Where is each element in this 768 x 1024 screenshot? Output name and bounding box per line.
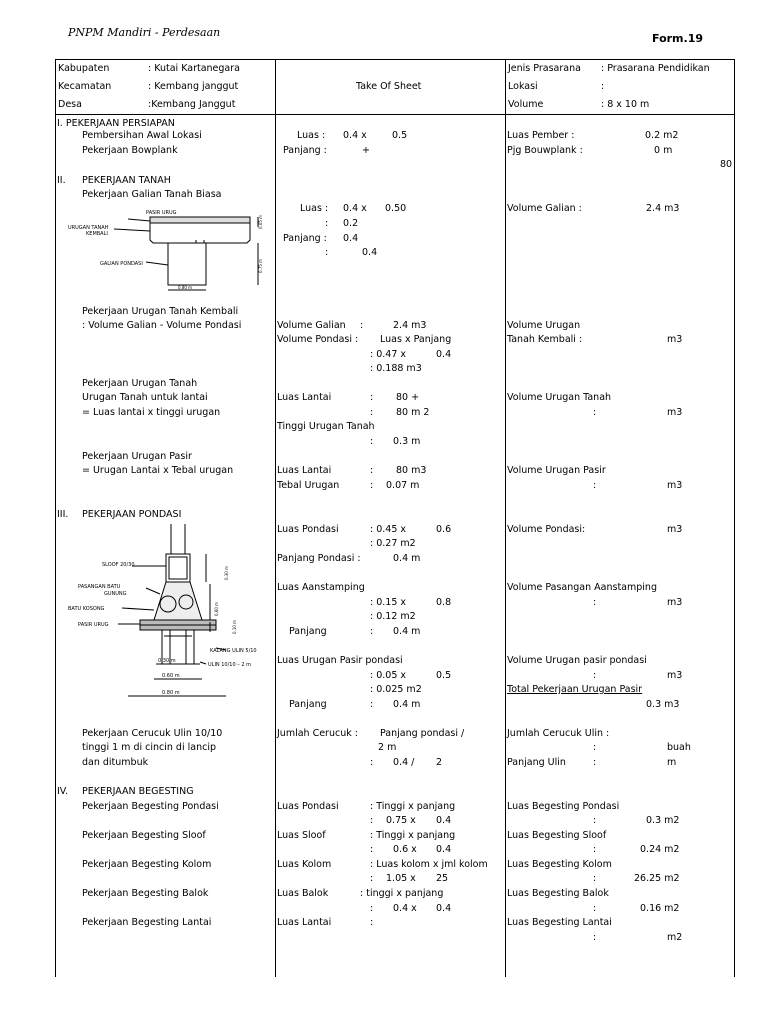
sheet-line: : — [370, 757, 374, 768]
sheet-line: : 0.025 m2 — [370, 684, 422, 695]
sheet-line: 0.16 m2 — [640, 903, 680, 914]
sheet-line: 0.4 x — [343, 130, 367, 141]
sheet-line: Panjang Pondasi : — [277, 553, 361, 564]
sheet-line: Panjang : — [283, 145, 327, 156]
sheet-line: : — [593, 670, 597, 681]
sheet-line: : — [593, 815, 597, 826]
sheet-line: Urugan Tanah untuk lantai — [82, 392, 208, 403]
sheet-line: 0.4 — [362, 247, 378, 258]
header-bottom-border — [55, 114, 735, 115]
sheet-line: 2.4 m3 — [646, 203, 680, 214]
sheet-line: Luas Begesting Kolom — [507, 859, 612, 870]
sheet-line: : — [370, 465, 374, 476]
lokasi-label: Lokasi — [508, 81, 538, 92]
sheet-line: 0.5 — [436, 670, 452, 681]
sheet-line: Luas Urugan Pasir pondasi — [277, 655, 403, 666]
sheet-line: : 0.188 m3 — [370, 363, 422, 374]
pasir-urug-label-2: PASIR URUG — [78, 622, 109, 628]
sheet-line: : — [593, 480, 597, 491]
sheet-line: 0.4 x — [343, 203, 367, 214]
sheet-line: 0.4 — [436, 844, 452, 855]
sheet-line: 0.6 — [436, 524, 452, 535]
sheet-line: 2.4 m3 — [393, 320, 427, 331]
sheet-line: 0.6 x — [393, 844, 417, 855]
form-number: Form.19 — [652, 32, 703, 45]
sheet-line: 0.4 / — [393, 757, 415, 768]
sheet-line: : — [370, 815, 374, 826]
sheet-line: Panjang — [289, 626, 327, 637]
sheet-line: : — [325, 247, 329, 258]
sheet-line: Tinggi Urugan Tanah — [277, 421, 375, 432]
sheet-line: 25 — [436, 873, 449, 884]
sheet-line: m3 — [667, 524, 683, 535]
sheet-line: 0.3 m2 — [646, 815, 680, 826]
sheet-line: 0 m — [654, 145, 673, 156]
kabupaten-label: Kabupaten — [58, 63, 110, 74]
kecamatan-value: : Kembang janggut — [148, 81, 239, 92]
sheet-line: : — [370, 844, 374, 855]
sheet-line: Tebal Urugan — [277, 480, 340, 491]
sheet-line: Luas Pondasi — [277, 801, 339, 812]
sheet-line: Pembersihan Awal Lokasi — [82, 130, 202, 141]
sheet-line: : — [593, 873, 597, 884]
sheet-line: Volume Urugan Tanah — [507, 392, 612, 403]
sheet-line: : — [593, 597, 597, 608]
sheet-line: Pekerjaan Urugan Tanah — [82, 378, 198, 389]
sheet-line: Volume Pondasi: — [507, 524, 586, 535]
sheet-line: Pekerjaan Urugan Tanah Kembali — [82, 306, 239, 317]
sheet-line: II. — [57, 175, 66, 186]
sheet-line: Volume Urugan Pasir — [507, 465, 606, 476]
sheet-line: 0.4 — [436, 903, 452, 914]
sheet-line: 2 — [436, 757, 443, 768]
volume-label: Volume — [508, 99, 544, 110]
sheet-line: Pekerjaan Bowplank — [82, 145, 178, 156]
sheet-line: 2 m — [378, 742, 397, 753]
sheet-line: PEKERJAAN TANAH — [82, 175, 171, 186]
desa-value: :Kembang Janggut — [148, 99, 236, 110]
sheet-line: : Tinggi x panjang — [370, 801, 456, 812]
sheet-line: dan ditumbuk — [82, 757, 149, 768]
sheet-line: : — [370, 480, 374, 491]
table-left-border — [55, 59, 56, 977]
sheet-line: : 0.27 m2 — [370, 538, 416, 549]
sheet-line: 0.4 m — [393, 626, 421, 637]
sheet-line: Luas Kolom — [277, 859, 332, 870]
pasangan-label-1: PASANGAN BATU — [78, 584, 121, 590]
sheet-line: 0.4 m — [393, 553, 421, 564]
sheet-line: Jumlah Cerucuk Ulin : — [507, 728, 610, 739]
table-right-border — [734, 59, 735, 977]
sheet-line: m3 — [667, 597, 683, 608]
sheet-line: Pjg Bouwplank : — [507, 145, 583, 156]
sheet-line: 0.2 m2 — [645, 130, 679, 141]
sheet-line: 0.8 — [436, 597, 452, 608]
sheet-line: 0.4 — [436, 349, 452, 360]
dim-030v-label: 0.30 m — [224, 565, 229, 580]
sheet-line: : — [370, 917, 374, 928]
lokasi-value: : — [601, 81, 605, 92]
pasangan-label-2: GUNUNG — [104, 591, 127, 597]
sheet-line: Pekerjaan Begesting Kolom — [82, 859, 212, 870]
sheet-line: 0.3 m — [393, 436, 421, 447]
sheet-line: = Luas lantai x tinggi urugan — [82, 407, 221, 418]
dim-top-label: 0.05 m — [258, 214, 263, 229]
ulin-label: ULIN 10/10 – 2 m — [208, 662, 251, 668]
dim-060v-label: 0.60 m — [214, 601, 219, 616]
sheet-line: Pekerjaan Begesting Lantai — [82, 917, 212, 928]
dim-080-label: 0.80 m — [162, 690, 180, 696]
sheet-line: : 0.05 x — [370, 670, 407, 681]
desa-label: Desa — [58, 99, 82, 110]
sheet-line: Panjang : — [283, 233, 327, 244]
sheet-line: : — [370, 436, 374, 447]
kabupaten-value: : Kutai Kartanegara — [148, 63, 240, 74]
dim-010v-label: 0.10 m — [232, 619, 237, 634]
pasir-urug-label: PASIR URUG — [146, 210, 177, 216]
sheet-line: Panjang Ulin — [507, 757, 566, 768]
jenis-label: Jenis Prasarana — [508, 63, 581, 74]
sheet-line: m — [667, 757, 677, 768]
sheet-line: : 0.12 m2 — [370, 611, 416, 622]
sheet-line: IV. — [57, 786, 69, 797]
dim-030-label: 0.30 m — [158, 658, 176, 664]
sheet-line: : 0.15 x — [370, 597, 407, 608]
sheet-line: : Tinggi x panjang — [370, 830, 456, 841]
table-top-border — [55, 59, 735, 60]
sheet-line: : — [370, 407, 374, 418]
sheet-line: : 0.47 x — [370, 349, 407, 360]
sheet-line: 80 m3 — [396, 465, 427, 476]
sheet-line: 0.4 — [343, 233, 359, 244]
sheet-line: Volume Pasangan Aanstamping — [507, 582, 657, 593]
sheet-line: : — [593, 757, 597, 768]
sheet-line: Jumlah Cerucuk : — [277, 728, 358, 739]
sheet-line: : — [370, 392, 374, 403]
sheet-line: III. — [57, 509, 69, 520]
sheet-line: Volume Galian — [277, 320, 346, 331]
sheet-line: Tanah Kembali : — [507, 334, 583, 345]
sheet-line: : — [370, 699, 374, 710]
dim-mid-label: 0.75 m — [258, 258, 263, 273]
sheet-line: Luas Begesting Lantai — [507, 917, 612, 928]
sheet-line: buah — [667, 742, 691, 753]
sheet-line: Luas Lantai — [277, 465, 332, 476]
sheet-line: : — [360, 320, 364, 331]
sheet-line: : — [593, 742, 597, 753]
pondasi-diagram — [66, 524, 276, 704]
sheet-line: m3 — [667, 407, 683, 418]
sheet-line: 0.4 m — [393, 699, 421, 710]
urugan-label-1: URUGAN TANAH — [68, 225, 109, 231]
dim-bot-label: 0.80 m — [178, 285, 193, 290]
sheet-line: Luas Pember : — [507, 130, 575, 141]
sheet-line: Volume Pondasi : — [277, 334, 359, 345]
sheet-line: : tinggi x panjang — [360, 888, 444, 899]
sheet-line: : 0.45 x — [370, 524, 407, 535]
sheet-line: Luas x Panjang — [380, 334, 452, 345]
sheet-line: Pekerjaan Begesting Sloof — [82, 830, 206, 841]
sheet-line: Luas Pondasi — [277, 524, 339, 535]
column-divider-2 — [505, 59, 506, 977]
sheet-line: 0.4 x — [393, 903, 417, 914]
sheet-line: 80 m 2 — [396, 407, 430, 418]
batu-kosong-label: BATU KOSONG — [68, 606, 105, 612]
urugan-label-2: KEMBALI — [86, 231, 108, 237]
sheet-line: : — [593, 932, 597, 943]
sheet-line: : Volume Galian - Volume Pondasi — [82, 320, 242, 331]
sheet-line: 0.07 m — [386, 480, 420, 491]
galian-diagram — [66, 207, 276, 297]
sheet-line: 0.4 — [436, 815, 452, 826]
sheet-line: : — [593, 844, 597, 855]
column-divider-1 — [275, 59, 276, 977]
sheet-line: 0.5 — [392, 130, 408, 141]
dim-060-label: 0.60 m — [162, 673, 180, 679]
sheet-line: Pekerjaan Urugan Pasir — [82, 451, 192, 462]
sheet-line: Panjang — [289, 699, 327, 710]
sheet-line: + — [362, 145, 370, 156]
jenis-value: : Prasarana Pendidikan — [601, 63, 710, 74]
sheet-line: Panjang pondasi / — [380, 728, 465, 739]
sheet-line: Pekerjaan Galian Tanah Biasa — [82, 189, 222, 200]
sheet-line: Total Pekerjaan Urugan Pasir — [507, 684, 643, 695]
sheet-line: PEKERJAAN BEGESTING — [82, 786, 194, 797]
program-title: PNPM Mandiri - Perdesaan — [68, 26, 221, 39]
sheet-line: = Urugan Lantai x Tebal urugan — [82, 465, 234, 476]
sheet-line: Pekerjaan Cerucuk Ulin 10/10 — [82, 728, 223, 739]
sheet-line: m3 — [667, 334, 683, 345]
sheet-line: : — [593, 903, 597, 914]
sheet-line: Luas : — [297, 130, 326, 141]
sheet-line: : — [593, 407, 597, 418]
volume-value: : 8 x 10 m — [601, 99, 650, 110]
sheet-line: Pekerjaan Begesting Balok — [82, 888, 209, 899]
margin-note: 80 — [720, 159, 733, 170]
sheet-line: Luas Lantai — [277, 392, 332, 403]
sheet-line: Luas Begesting Balok — [507, 888, 609, 899]
sheet-line: m3 — [667, 670, 683, 681]
sheet-line: I. PEKERJAAN PERSIAPAN — [57, 118, 175, 129]
sheet-line: Luas Lantai — [277, 917, 332, 928]
sheet-line: Luas Aanstamping — [277, 582, 365, 593]
sheet-line: tinggi 1 m di cincin di lancip — [82, 742, 216, 753]
kecamatan-label: Kecamatan — [58, 81, 112, 92]
sheet-line: 0.24 m2 — [640, 844, 680, 855]
sheet-line: : — [370, 903, 374, 914]
sheet-line: 26.25 m2 — [634, 873, 680, 884]
sheet-line: Luas : — [300, 203, 329, 214]
sheet-line: 0.2 — [343, 218, 359, 229]
sheet-line: : — [370, 873, 374, 884]
sheet-line: : — [370, 626, 374, 637]
sheet-line: : — [325, 218, 329, 229]
sheet-line: Volume Galian : — [507, 203, 582, 214]
sheet-line: Luas Sloof — [277, 830, 326, 841]
sheet-line: 0.3 m3 — [646, 699, 680, 710]
sheet-line: : Luas kolom x jml kolom — [370, 859, 488, 870]
sheet-line: Pekerjaan Begesting Pondasi — [82, 801, 219, 812]
sheet-title: Take Of Sheet — [356, 81, 422, 92]
sheet-line: PEKERJAAN PONDASI — [82, 509, 182, 520]
sheet-line: m2 — [667, 932, 683, 943]
sheet-line: 1.05 x — [386, 873, 416, 884]
sheet-line: Luas Begesting Pondasi — [507, 801, 620, 812]
sheet-line: 80 + — [396, 392, 420, 403]
sheet-line: Luas Begesting Sloof — [507, 830, 607, 841]
sheet-line: m3 — [667, 480, 683, 491]
galian-label: GALIAN PONDASI — [100, 261, 143, 267]
kalang-label: KALANG ULIN 5/10 — [210, 648, 257, 654]
sheet-line: Volume Urugan pasir pondasi — [507, 655, 647, 666]
sheet-line: Luas Balok — [277, 888, 329, 899]
sheet-line: 0.75 x — [386, 815, 416, 826]
sheet-line: 0.50 — [385, 203, 407, 214]
sloof-label: SLOOF 20/30 — [102, 562, 135, 568]
sheet-line: Volume Urugan — [507, 320, 581, 331]
